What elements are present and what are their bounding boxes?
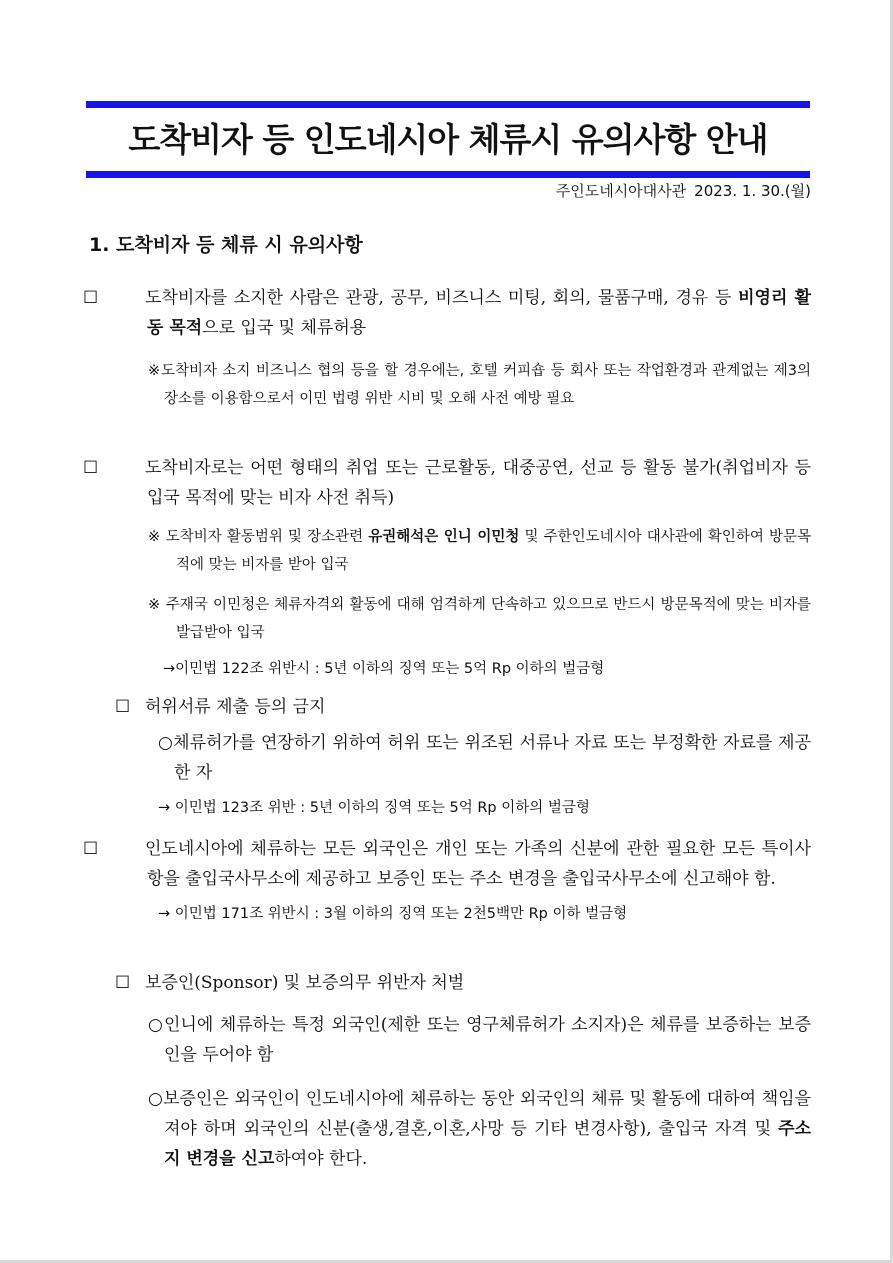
item-report-changes [83,834,811,926]
checkbox-icon: ☐ [83,839,99,859]
section-heading: 1. 도착비자 등 체류 시 유의사항 [89,234,363,256]
issuer-date-line [556,180,811,202]
issuer: 주인도네시아대사관 [555,182,687,200]
date: 2023. 1. 30.(월) [694,182,811,200]
emphasis: 주소지 변경을 신고 [164,1119,811,1169]
page-title: 도착비자 등 인도네시아 체류시 유의사항 안내 [128,120,768,159]
emphasis: 비영리 활동 목적 [147,288,812,338]
item-text: ☐ 보증인(Sponsor) 및 보증의무 위반자 처벌 [115,968,811,998]
item-text: ☐ 도착비자를 소지한 사람은 관광, 공무, 비즈니스 미팅, 회의, 물품구매, 경유 등 비영리 활동 목적으로 입국 및 체류허용 [115,283,811,343]
checkbox-icon: ☐ [83,458,99,478]
sub-item: ○인니에 체류하는 특정 외국인(제한 또는 영구체류허가 소지자)은 체류를 보증하는 보증인을 두어야 함 [148,1015,811,1065]
item-false-documents [115,692,811,820]
checkbox-icon: ☐ [115,697,131,717]
penalty-line: → 이민법 171조 위반시 : 3월 이하의 징역 또는 2천5백만 Rp 이하 벌금형 [158,906,628,922]
emphasis: 유권해석은 인니 이민청 [368,529,520,545]
penalty-line: → 이민법 123조 위반 : 5년 이하의 징역 또는 5억 Rp 이하의 벌금형 [158,800,590,816]
checkbox-icon: ☐ [115,973,131,993]
sub-item: ○체류허가를 연장하기 위하여 허위 또는 위조된 서류나 자료 또는 부정확한 자료를 제공한 자 [158,733,811,783]
note: ※ 도착비자 활동범위 및 장소관련 유권해석은 인니 이민청 및 주한인도네시아 대사관에 확인하여 방문목적에 맞는 비자를 받아 입국 [148,529,811,573]
item-text: ☐ 도착비자로는 어떤 형태의 취업 또는 근로활동, 대중공연, 선교 등 활동 불가(취업비자 등 입국 목적에 맞는 비자 사전 취득) [115,453,811,513]
note: ※도착비자 소지 비즈니스 협의 등을 할 경우에는, 호텔 커피숍 등 회사 또는 작업환경과 관계없는 제3의 장소를 이용함으로서 이민 법령 위반 시비 및 오해 사전 예방 필요 [148,363,811,407]
penalty-line: →이민법 122조 위반시 : 5년 이하의 징역 또는 5억 Rp 이하의 벌금형 [163,661,605,677]
item-text: ☐ 인도네시아에 체류하는 모든 외국인은 개인 또는 가족의 신분에 관한 필요한 모든 특이사항을 출입국사무소에 제공하고 보증인 또는 주소 변경을 출입국사무소에 신고해야 함. [115,834,811,894]
item-text: ☐ 허위서류 제출 등의 금지 [115,692,811,722]
item-no-employment [83,453,811,681]
sub-item: ○보증인은 외국인이 인도네시아에 체류하는 동안 외국인의 체류 및 활동에 대하여 책임을져야 하며 외국인의 신분(출생,결혼,이혼,사망 등 기타 변경사항), 출입국 자격 및 주소지 변경을 신고하여야 한다. [148,1089,811,1169]
title-rule-bottom [86,171,810,178]
note: ※ 주재국 이민청은 체류자격외 활동에 대해 엄격하게 단속하고 있으므로 반드시 방문목적에 맞는 비자를 발급받아 입국 [148,597,811,641]
title-rule-top [86,101,810,108]
checkbox-icon: ☐ [83,288,99,308]
item-arrival-visa-scope [83,283,812,413]
item-sponsor-obligations [115,968,811,1174]
